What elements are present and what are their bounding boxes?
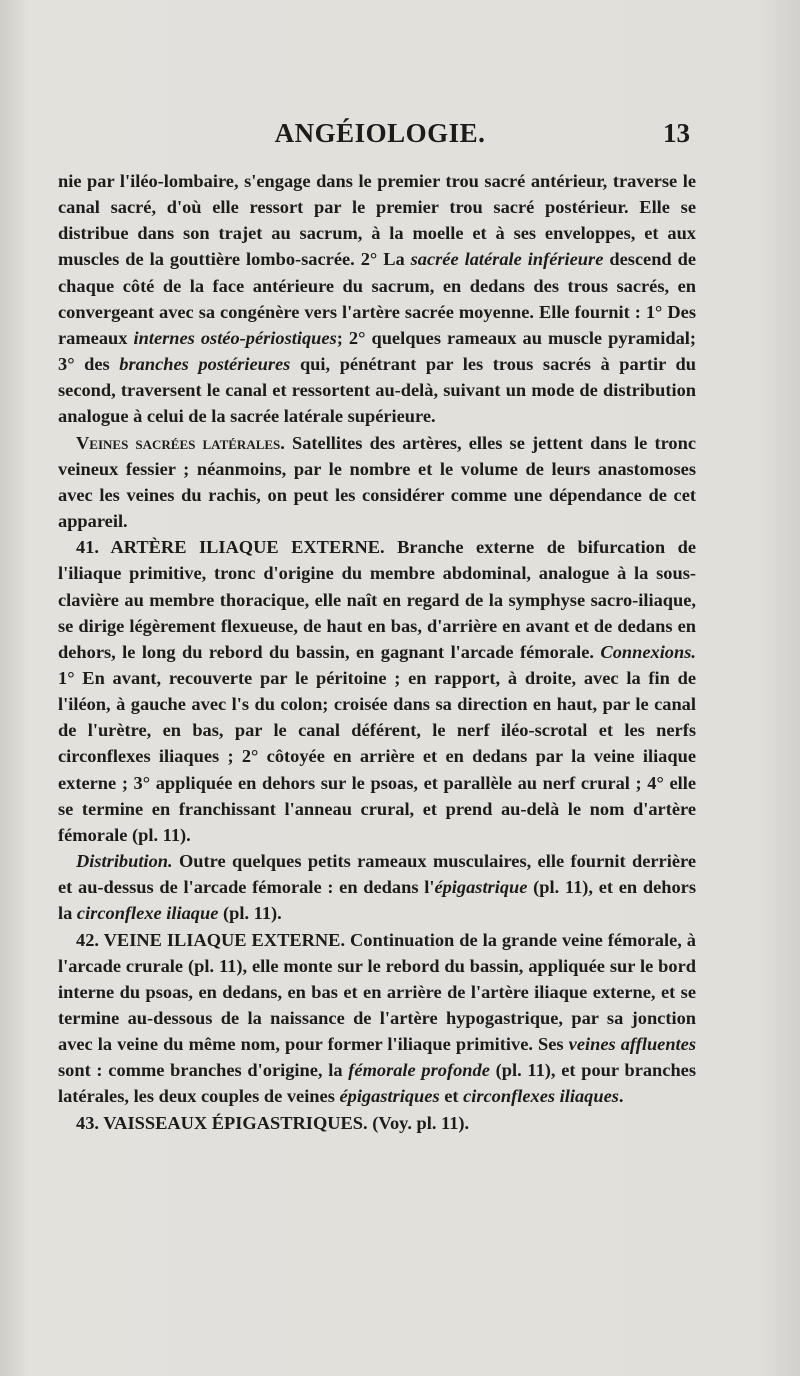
italic-term: épigastrique (434, 877, 528, 898)
italic-term: Distribution. (76, 851, 173, 872)
italic-term: veines affluentes (568, 1034, 696, 1055)
text-run: 1° En avant, recouverte par le péritoine ; en rapport, à droite, avec la fin de l'iléon, à gauche avec l's du colon; croisée dans sa direction en haut, par le canal de l'urètre, en bas, par le canal déférent, le nerf iléo-scrotal et les nerfs circonflexes iliaques ; 2° côtoyée en arrière et en dedans par la veine iliaque externe ; 3° appliquée en dehors sur le psoas, et parallèle au nerf crural ; 4° elle se termine en franchissant l'anneau crural, et prend au-delà le nom d'artère fémorale (pl. 11). (58, 667, 696, 845)
italic-term: fémorale profonde (348, 1060, 490, 1081)
italic-term: internes ostéo-périostiques (133, 327, 337, 348)
text-run: ; 2° quelques rameaux au muscle pyramidal; 3° des (58, 327, 696, 375)
section-heading: ARTÈRE ILIAQUE EXTERNE. (110, 537, 385, 558)
italic-term: épigastriques (339, 1086, 440, 1107)
text-run: descend de chaque côté de la face antérieure du sacrum, en dedans des trous sacrés, en convergeant avec sa congénère vers l'artère sacrée moyenne. Elle fournit : 1° Des rameaux (58, 249, 697, 348)
section-heading: Veines sacrées latérales. (76, 432, 285, 453)
text-run: . (618, 1086, 624, 1107)
text-run: et (439, 1086, 464, 1107)
text-run: (Voy. pl. 11). (367, 1112, 470, 1133)
text-run: qui, pénétrant par les trous sacrés à partir du second, traversent le canal et ressortent au-delà, suivant un mode de distribution analogue à celui de la sacrée latérale supérieure. (58, 354, 696, 427)
text-run: sont : comme branches d'origine, la (58, 1060, 349, 1081)
italic-term: sacrée latérale inférieure (410, 249, 604, 270)
italic-term: circonflexes iliaques (463, 1086, 619, 1107)
paragraph-external-iliac-artery (58, 534, 696, 848)
italic-term: branches postérieures (119, 354, 291, 375)
italic-term: circonflexe iliaque (76, 903, 219, 924)
section-number: 43. (76, 1112, 99, 1133)
text-run: Outre quelques petits rameaux musculaires, elle fournit derrière et au-dessus de l'arcade fémorale : en dedans l' (58, 851, 696, 898)
text-run: (pl. 11), et pour branches latérales, les deux couples de veines (58, 1060, 696, 1107)
paragraph-external-iliac-vein (58, 927, 696, 1110)
text-run: Branche externe de bifurcation de l'iliaque primitive, tronc d'origine du membre abdominal, analogue à la sous-clavière au membre thoracique, elle naît en regard de la symphyse sacro-iliaque, se dirige légèrement flexueuse, de haut en bas, d'arrière en avant et de dedans en dehors, le long du rebord du bassin, en gagnant l'arcade fémorale. (58, 537, 696, 662)
section-heading: VAISSEAUX ÉPIGASTRIQUES. (103, 1112, 368, 1133)
section-heading: VEINE ILIAQUE EXTERNE. (103, 929, 346, 950)
page-number: 13 (663, 118, 690, 148)
paragraph-sacral-arteries (58, 168, 696, 430)
text-run: Satellites des artères, elles se jettent dans le tronc veineux fessier ; néanmoins, par le nombre et le volume de leurs anastomoses avec les veines du rachis, on peut les considérer comme une dépendance de cet appareil. (58, 432, 696, 532)
text-run: Continuation de la grande veine fémorale, à l'arcade crurale (pl. 11), elle monte sur le rebord du bassin, appliquée sur le bord interne du psoas, en dedans, en bas et en arrière de l'artère iliaque externe, et se termine au-dessous de la naissance de l'artère hypogastrique, par sa jonction avec la veine du même nom, pour former l'iliaque primitive. Ses (58, 929, 696, 1055)
text-run: nie par l'iléo-lombaire, s'engage dans le premier trou sacré antérieur, traverse le canal sacré, d'où elle ressort par le premier trou sacré postérieur. Elle se distribue dans son trajet au sacrum, à la moelle et à ses enveloppes, et aux muscles de la gouttière lombo-sacrée. 2° La (58, 171, 696, 270)
section-number: 41. (76, 537, 99, 558)
paragraph-distribution (58, 848, 696, 926)
text-run: (pl. 11), et en dehors la (58, 877, 696, 924)
running-title: ANGÉIOLOGIE. (274, 118, 486, 148)
page-header (60, 118, 700, 158)
italic-term: Connexions. (600, 641, 696, 662)
paragraph-epigastric-vessels (58, 1110, 696, 1136)
section-number: 42. (76, 929, 99, 950)
body-text (58, 168, 696, 1136)
paragraph-lateral-sacral-veins (58, 430, 696, 535)
text-run: (pl. 11). (218, 903, 282, 924)
